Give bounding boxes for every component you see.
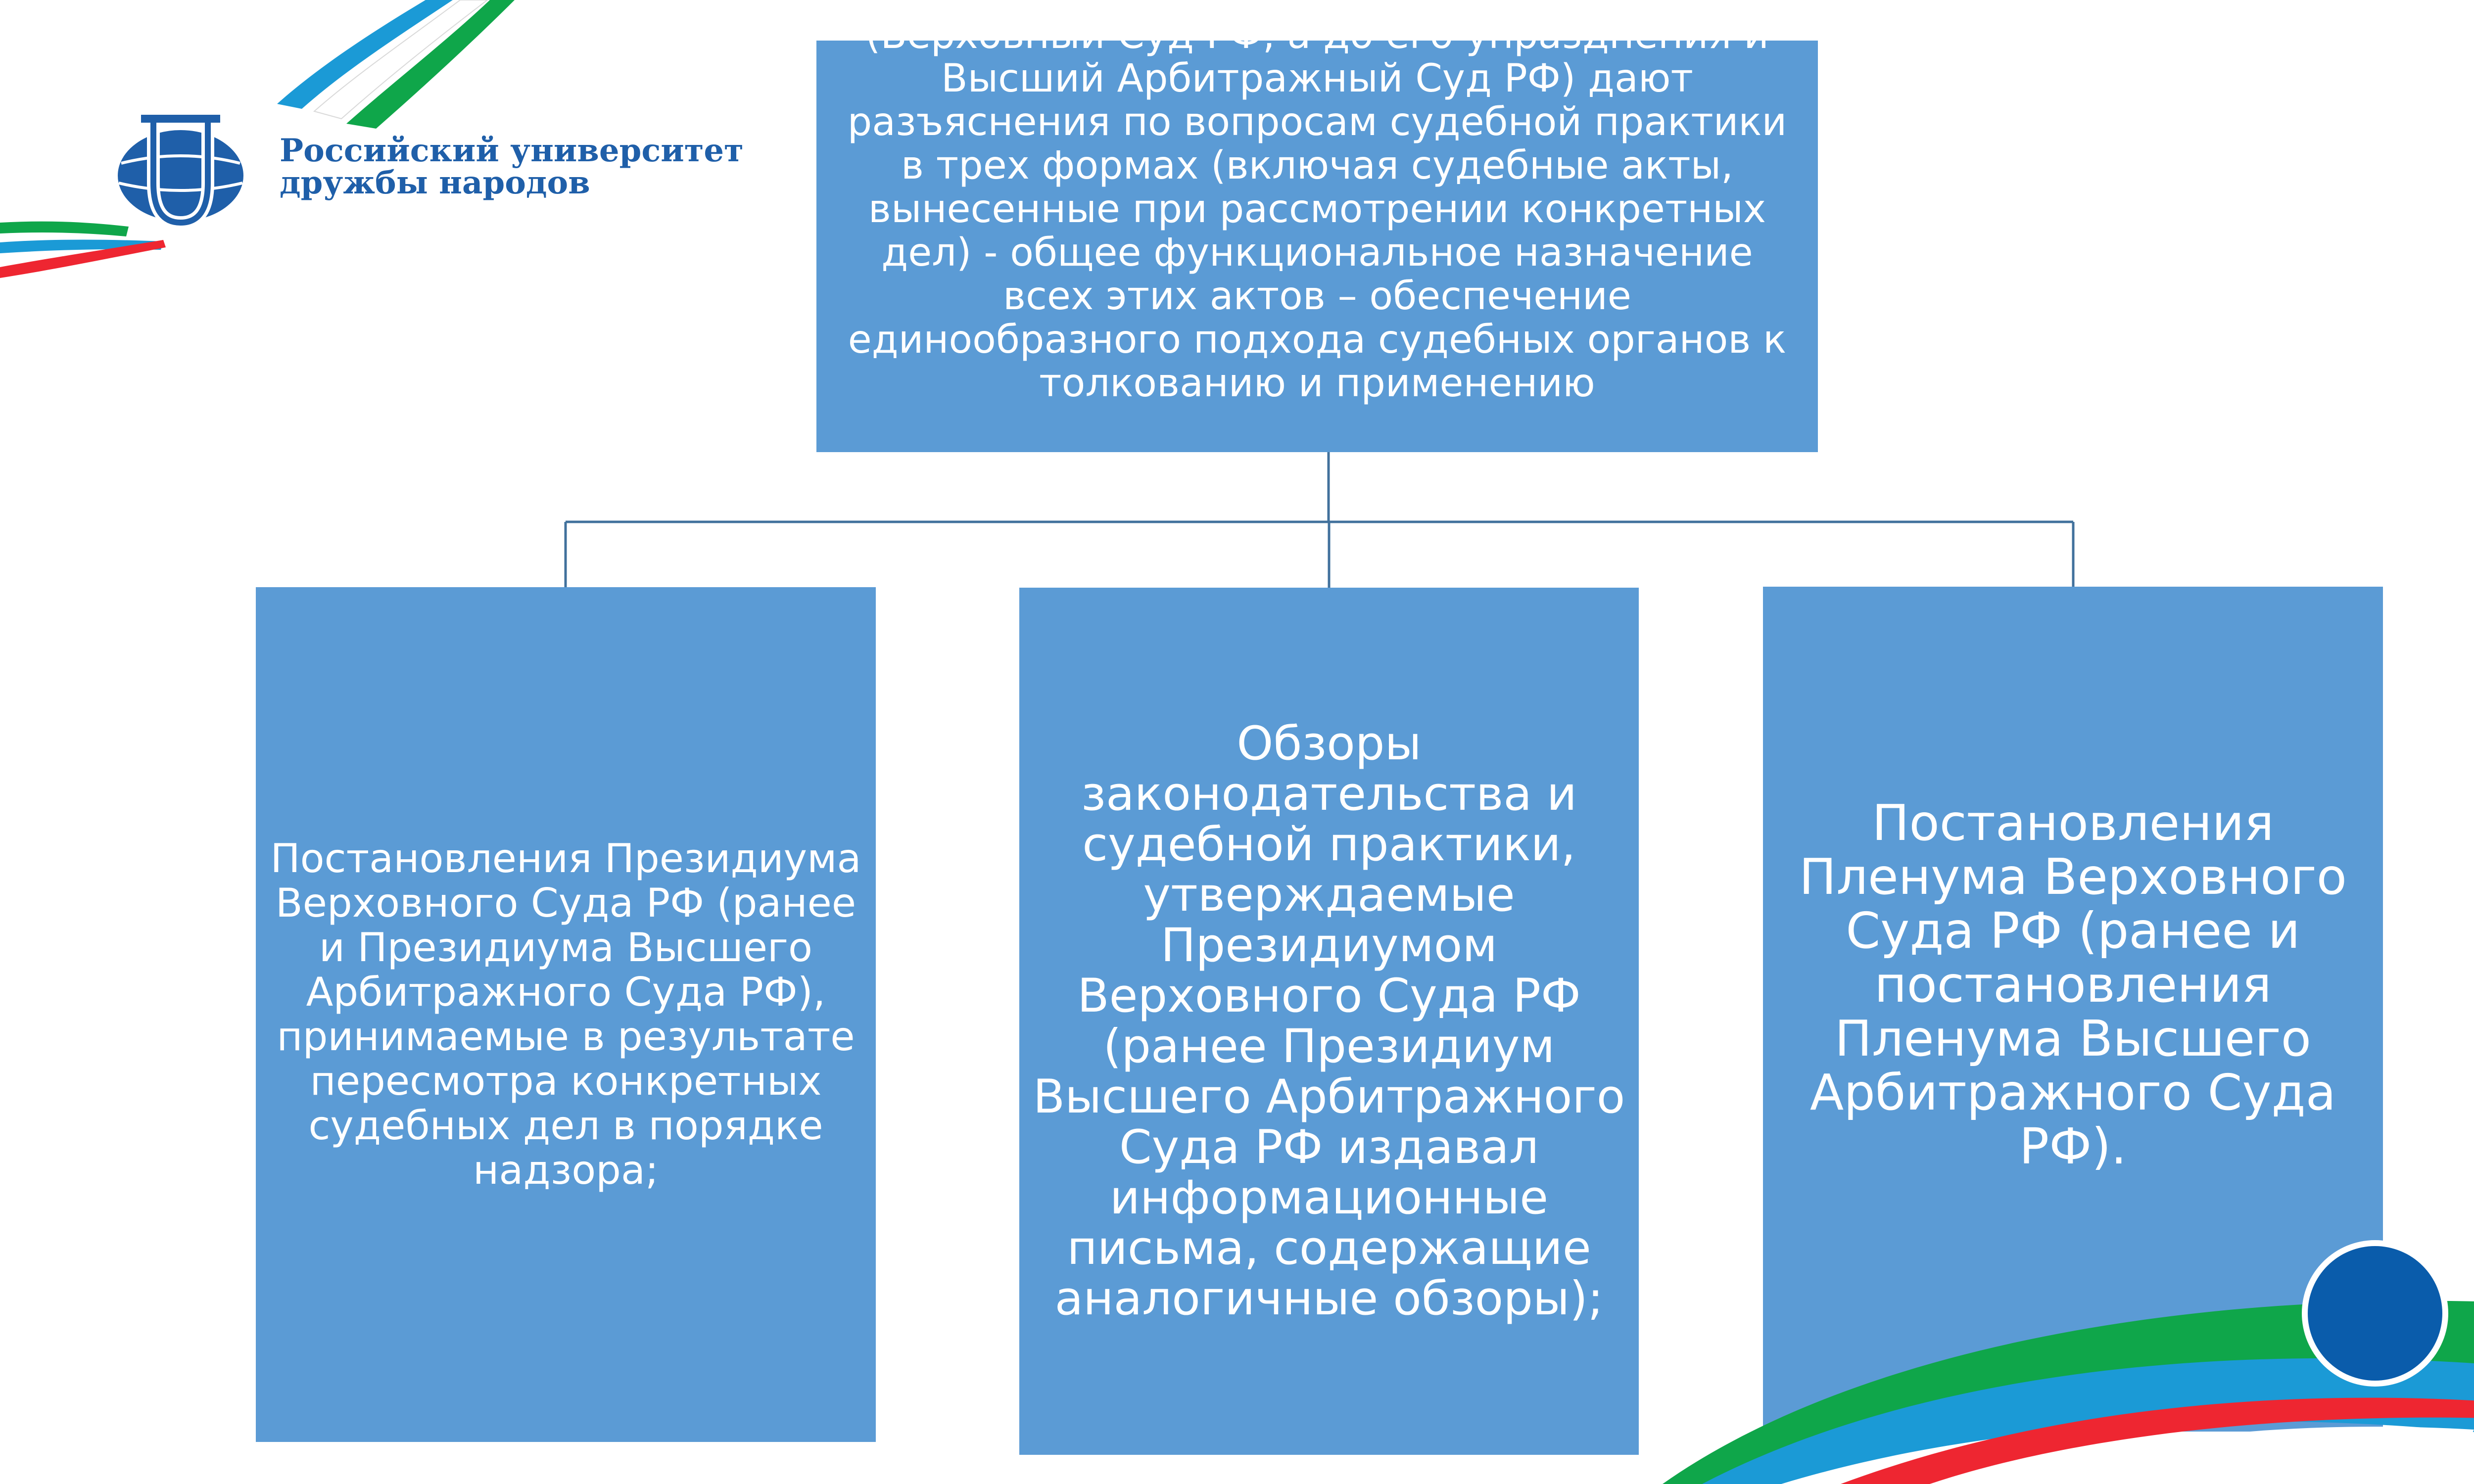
root-node bbox=[816, 13, 1818, 452]
child-node-text: Постановления Президиума Верховного Суда РФ (ранее и Президиума Высшего Арбитражного Суда РФ), принимаемые в результате пересмотра конкретных судебных дел в порядке надзора; bbox=[270, 835, 861, 1193]
child-node-practice-reviews bbox=[1019, 588, 1639, 1455]
logo-text-line2: дружбы народов bbox=[280, 164, 590, 201]
child-node-presidium-resolutions bbox=[256, 587, 876, 1442]
root-node-text: (Верховный Суд РФ, а до его упразднения и Высший Арбитражный Суд РФ) дают разъяснения по вопросам судебной практики в трех формах (включая судебные акты, вынесенные при рассмотрении конкретных дел) - общее функциональное назначение всех этих актов – обеспечение единообразного подхода судебных органов к толкованию и применению bbox=[847, 13, 1787, 406]
logo-text-line1: Российский университет bbox=[280, 132, 744, 169]
child-node-text: Обзоры законодательства и судебной практики, утверждаемые Президиумом Верховного Суда РФ (ранее Президиум Высшего Арбитражного Суда РФ издавал информационные письма, содержащие аналогичные обзоры); bbox=[1033, 716, 1625, 1326]
badge-circle-icon bbox=[2296, 1237, 2454, 1395]
child-node-text: Постановления Пленума Верховного Суда РФ (ранее и постановления Пленума Высшего Арбитражного Суда РФ). bbox=[1799, 793, 2347, 1175]
badge-fill bbox=[2308, 1246, 2442, 1381]
